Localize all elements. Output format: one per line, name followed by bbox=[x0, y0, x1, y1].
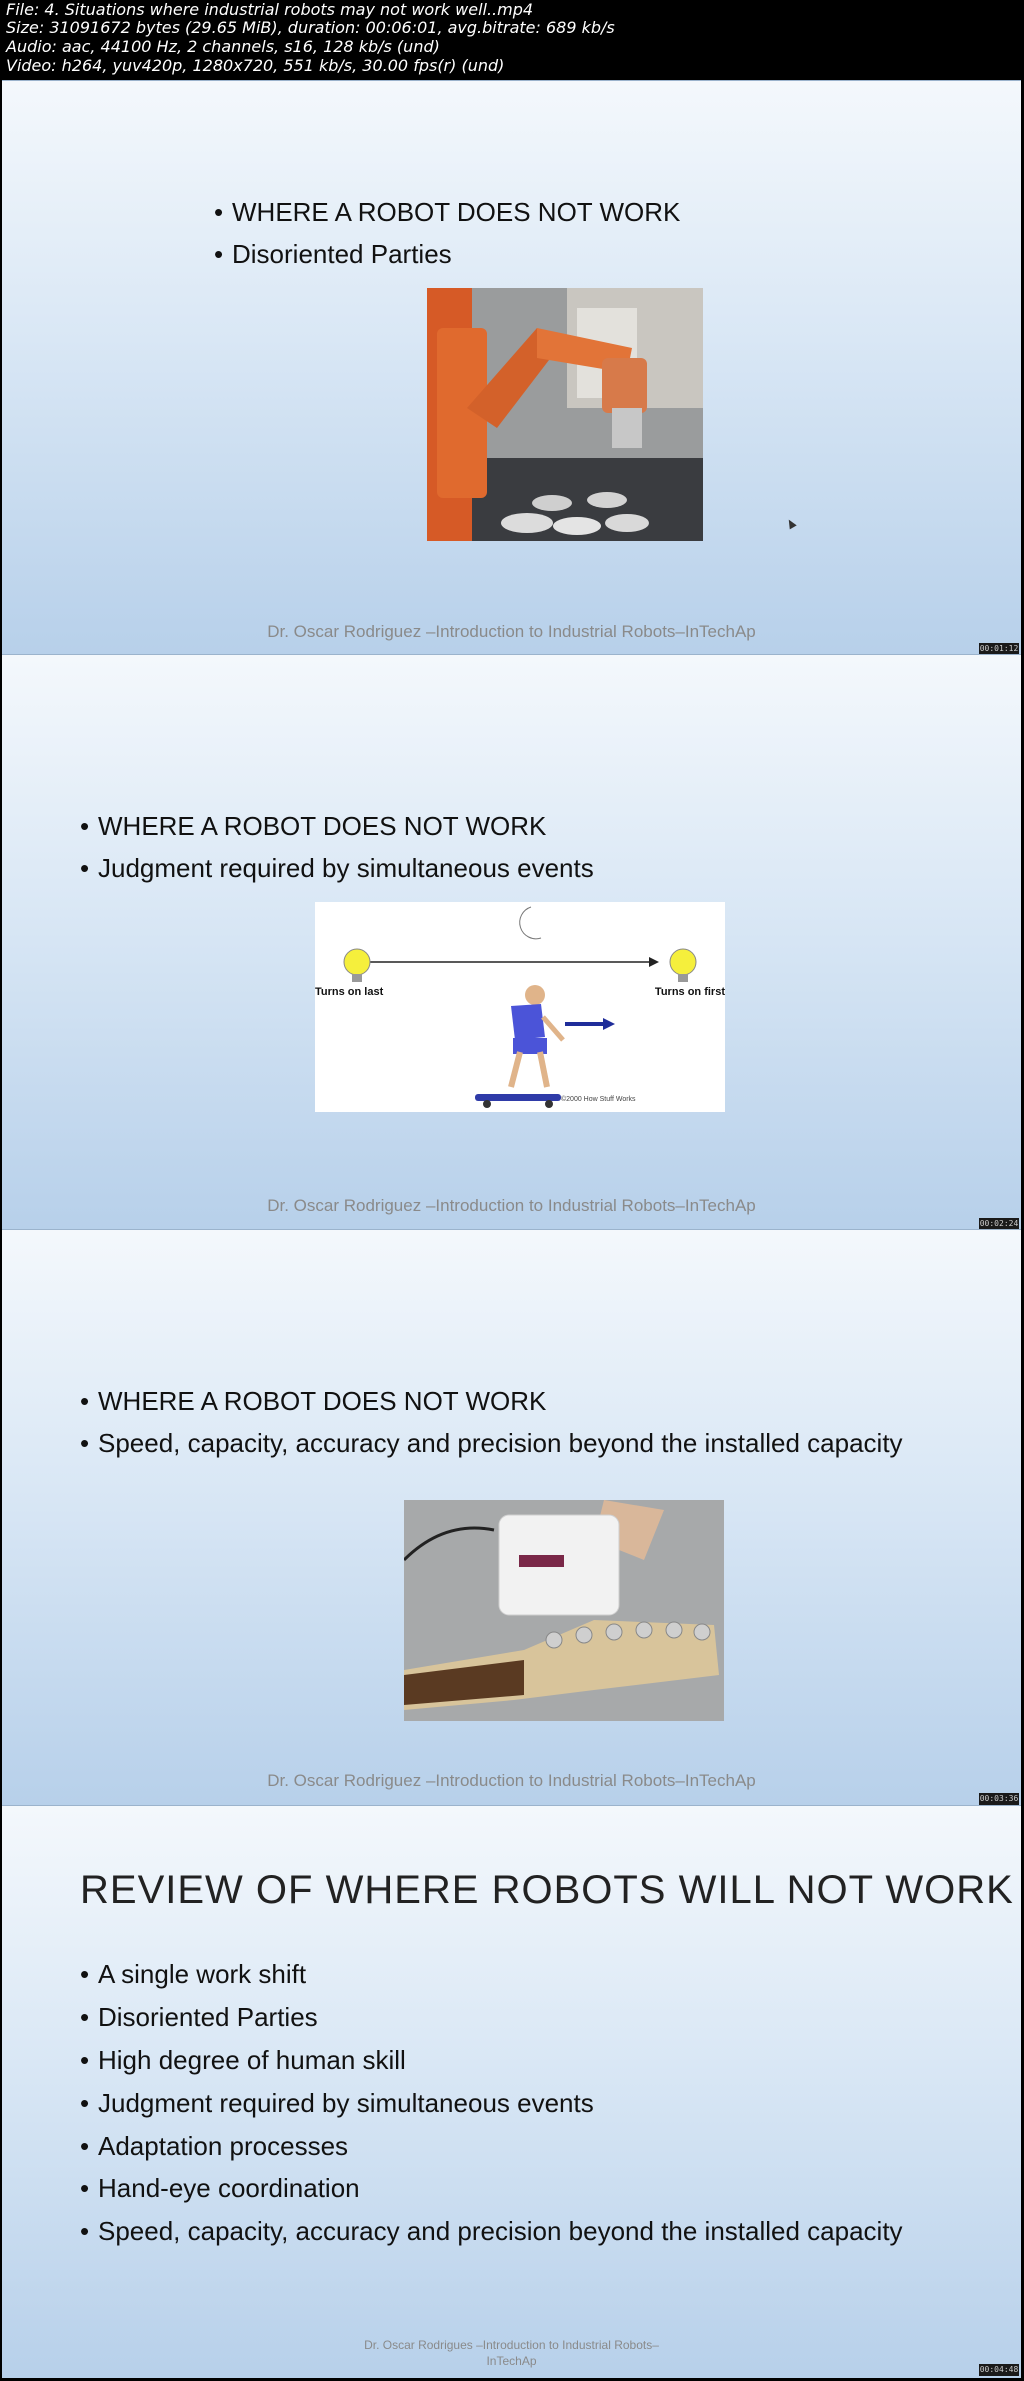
review-bullet-7: • Speed, capacity, accuracy and precision beyond the installed capacity bbox=[80, 2216, 903, 2246]
review-bullet-6: • Hand-eye coordination bbox=[80, 2173, 360, 2203]
slide-4-timestamp: 00:04:48 bbox=[979, 2365, 1019, 2374]
file-size-text: Size: 31091672 bytes (29.65 MiB), duration: 00:06:01, avg.bitrate: 689 kb/s bbox=[6, 18, 615, 37]
slide-1 bbox=[2, 80, 1021, 655]
slide-1-footer: Dr. Oscar Rodriguez –Introduction to Industrial Robots–InTechAp bbox=[267, 622, 756, 641]
review-bullet-2: • Disoriented Parties bbox=[80, 2002, 318, 2032]
slide-3 bbox=[2, 1229, 1021, 1806]
mouse-cursor-icon bbox=[785, 518, 796, 530]
slide-3-bullet-1: • WHERE A ROBOT DOES NOT WORK bbox=[80, 1386, 547, 1416]
slide-2-footer: Dr. Oscar Rodriguez –Introduction to Industrial Robots–InTechAp bbox=[267, 1196, 756, 1215]
review-bullet-3: • High degree of human skill bbox=[80, 2045, 406, 2075]
review-title: REVIEW OF WHERE ROBOTS WILL NOT WORK bbox=[80, 1868, 1014, 1912]
slide-2-bullet-1: • WHERE A ROBOT DOES NOT WORK bbox=[80, 811, 547, 841]
skater-illustration-icon bbox=[315, 902, 725, 1112]
file-name-text: File: 4. Situations where industrial robots may not work well..mp4 bbox=[6, 0, 534, 19]
guitar-tuner-icon bbox=[404, 1500, 724, 1721]
copyright-text: ©2000 How Stuff Works bbox=[561, 1096, 636, 1103]
review-bullet-1: • A single work shift bbox=[80, 1959, 307, 1989]
slide-1-bullet-1: • WHERE A ROBOT DOES NOT WORK bbox=[214, 197, 681, 227]
guitar-tuner-image bbox=[404, 1500, 724, 1721]
slide-1-timestamp: 00:01:12 bbox=[979, 644, 1019, 653]
slide-3-footer: Dr. Oscar Rodriguez –Introduction to Industrial Robots–InTechAp bbox=[267, 1771, 756, 1790]
video-info-header bbox=[0, 0, 1024, 80]
slide-1-bullet-2: • Disoriented Parties bbox=[214, 239, 452, 269]
audio-info-text: Audio: aac, 44100 Hz, 2 channels, s16, 128 kb/s (und) bbox=[6, 37, 440, 56]
video-info-text: Video: h264, yuv420p, 1280x720, 551 kb/s, 30.00 fps(r) (und) bbox=[6, 56, 505, 75]
slide-2-bullet-2: • Judgment required by simultaneous events bbox=[80, 853, 594, 883]
review-bullet-5: • Adaptation processes bbox=[80, 2131, 349, 2161]
slide-4-footer-line-1: Dr. Oscar Rodrigues –Introduction to Industrial Robots– bbox=[364, 2338, 659, 2352]
slide-3-timestamp: 00:03:36 bbox=[979, 1794, 1019, 1803]
slide-4-footer-line-2: InTechAp bbox=[486, 2354, 537, 2368]
simultaneous-events-image bbox=[315, 902, 725, 1112]
robot-arm-image bbox=[427, 288, 703, 541]
slide-4 bbox=[2, 1805, 1021, 2378]
slide-2-timestamp: 00:02:24 bbox=[979, 1219, 1019, 1228]
slide-2 bbox=[2, 654, 1021, 1230]
turns-on-first-label: Turns on first bbox=[654, 986, 725, 998]
review-bullet-4: • Judgment required by simultaneous events bbox=[80, 2088, 594, 2118]
turns-on-last-label: Turns on last bbox=[315, 986, 384, 998]
slide-3-bullet-2: • Speed, capacity, accuracy and precision beyond the installed capacity bbox=[80, 1428, 903, 1458]
robot-arm-icon bbox=[427, 288, 703, 541]
